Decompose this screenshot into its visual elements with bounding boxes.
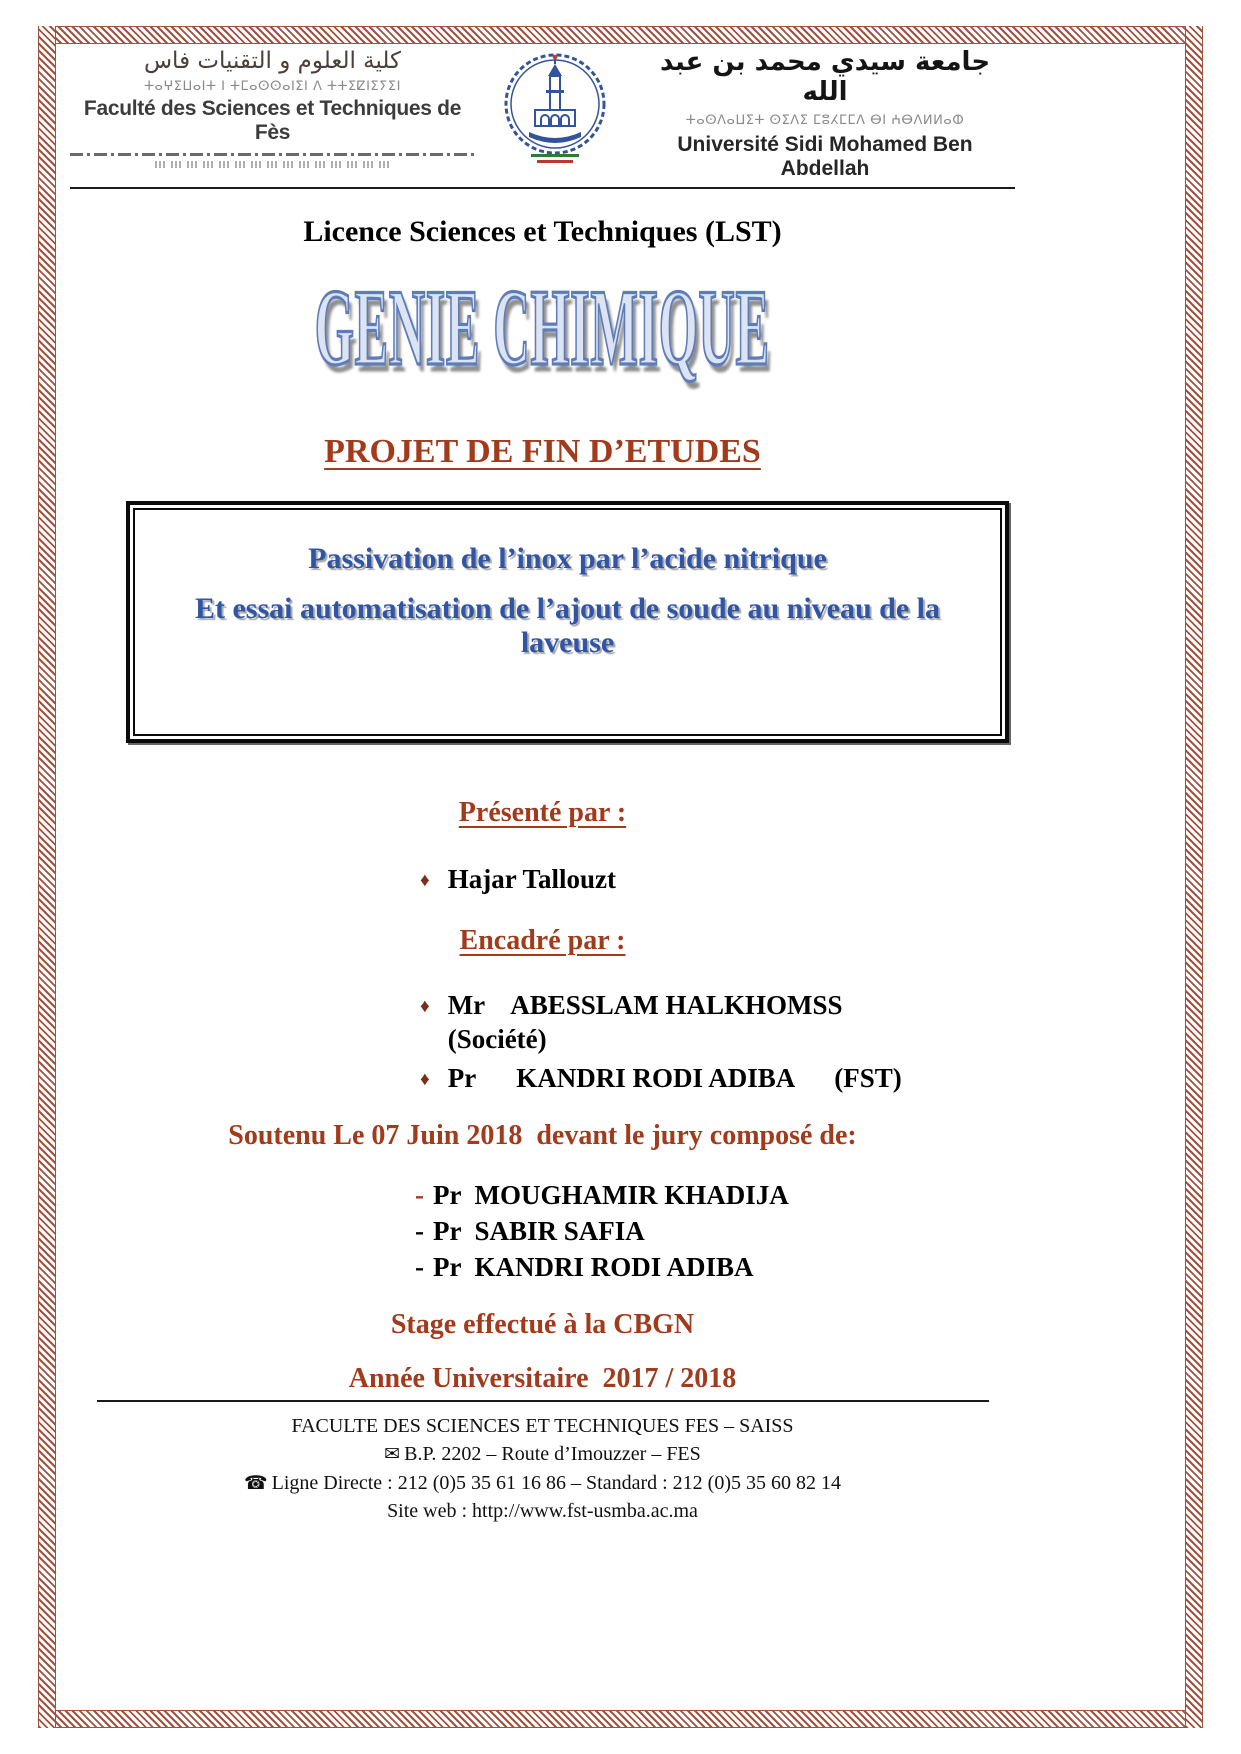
jury-member-name: Pr KANDRI RODI ADIBA: [433, 1251, 754, 1282]
supervisor-name: Pr KANDRI RODI ADIBA (FST): [447, 1063, 902, 1094]
university-logo: [490, 50, 620, 173]
faculty-name-french: Faculté des Sciences et Techniques de Fès: [83, 97, 462, 145]
subject-box-inner: [133, 508, 1002, 736]
university-block: [635, 48, 1015, 181]
supervisor-name: Mr ABESSLAM HALKHOMSS: [447, 989, 843, 1020]
footer-address: B.P. 2202 – Route d’Imouzzer – FES: [404, 1443, 701, 1466]
supervisor-row: [420, 1062, 1015, 1098]
subject-line-1: Passivation de l’inox par l’acide nitrique: [308, 541, 827, 575]
jury-list: [415, 1178, 1015, 1285]
wordart-title-wrap: [70, 265, 1015, 387]
diamond-bullet-icon: ♦: [420, 995, 430, 1017]
presented-by-heading: Présenté par :: [458, 796, 627, 828]
academic-year-line: Année Universitaire 2017 / 2018: [348, 1363, 737, 1395]
jury-dash: -: [415, 1215, 424, 1246]
jury-member: [415, 1214, 1015, 1250]
university-name-arabic: جامعة سيدي محمد بن عبد الله: [659, 47, 991, 107]
supervisor-row: [420, 989, 1015, 1057]
jury-member: [415, 1178, 1015, 1214]
header-divider: [70, 187, 1015, 189]
jury-dash: -: [415, 1251, 424, 1282]
university-seal-icon: [501, 50, 609, 168]
page-border-top: [38, 26, 1203, 44]
footer-address-line: [70, 1440, 1015, 1468]
stage-line: Stage effectué à la CBGN: [390, 1309, 695, 1341]
decorative-dash-line: [70, 153, 475, 156]
decorative-tick-line: [155, 161, 390, 168]
wordart-title: GENIE CHIMIQUE: [314, 267, 771, 389]
page-border-bottom: [38, 1710, 1203, 1728]
supervisor-text: [448, 1062, 902, 1096]
faculty-block: [70, 48, 475, 168]
page-border-left: [38, 26, 56, 1728]
footer-website: Site web : http://www.fst-usmba.ac.ma: [387, 1500, 698, 1523]
jury-dash: -: [415, 1180, 424, 1211]
diamond-bullet-icon: ♦: [420, 1069, 430, 1091]
project-title: PROJET DE FIN D’ETUDES: [324, 432, 761, 470]
page-border-right: [1185, 26, 1203, 1728]
supervisor-text: [448, 989, 843, 1057]
subject-line-2: Et essai automatisation de l’ajout de soude au niveau de la laveuse: [194, 591, 941, 659]
defense-line: Soutenu Le 07 Juin 2018 devant le jury composé de:: [228, 1120, 857, 1152]
telephone-icon: ☎: [243, 1471, 268, 1494]
supervisors-list: [70, 989, 1015, 1099]
student-row: [420, 863, 1015, 899]
footer: [70, 1400, 1015, 1526]
envelope-icon: ✉: [384, 1443, 401, 1466]
footer-faculty-name: FACULTE DES SCIENCES ET TECHNIQUES FES – SAISS: [291, 1415, 794, 1437]
cover-page: [70, 0, 1015, 1395]
program-title: Licence Sciences et Techniques (LST): [303, 214, 782, 248]
supervised-by-heading: Encadré par :: [459, 924, 626, 956]
jury-member-name: Pr SABIR SAFIA: [433, 1215, 645, 1246]
university-name-french: Université Sidi Mohamed Ben Abdellah: [677, 132, 973, 180]
footer-phone-line: [70, 1469, 1015, 1497]
faculty-name-arabic: كلية العلوم و التقنيات فاس: [143, 48, 401, 74]
subject-box: [126, 501, 1009, 743]
supervisor-affiliation: (Société): [447, 1023, 547, 1054]
jury-member: [415, 1250, 1015, 1286]
university-name-tifinagh: ⵜⴰⵙⴷⴰⵡⵉⵜ ⵙⵉⴷⵉ ⵎⵓⵃⵎⵎⴷ ⴱⵏ ⵄⴱⴷⵍⵍⴰⵀ: [685, 112, 965, 128]
faculty-name-tifinagh: ⵜⴰⵖⵉⵡⴰⵏⵜ ⵏ ⵜⵎⴰⵙⵙⴰⵏⵉⵏ ⴷ ⵜⵜⵉⵇⵏⵉⵢⵉⵏ: [144, 79, 401, 95]
footer-divider: [97, 1400, 989, 1402]
jury-member-name: Pr MOUGHAMIR KHADIJA: [433, 1180, 789, 1211]
footer-phones: Ligne Directe : 212 (0)5 35 61 16 86 – Standard : 212 (0)5 35 60 82 14: [271, 1471, 842, 1494]
student-name: Hajar Tallouzt: [447, 863, 616, 894]
diamond-bullet-icon: ♦: [420, 869, 430, 891]
